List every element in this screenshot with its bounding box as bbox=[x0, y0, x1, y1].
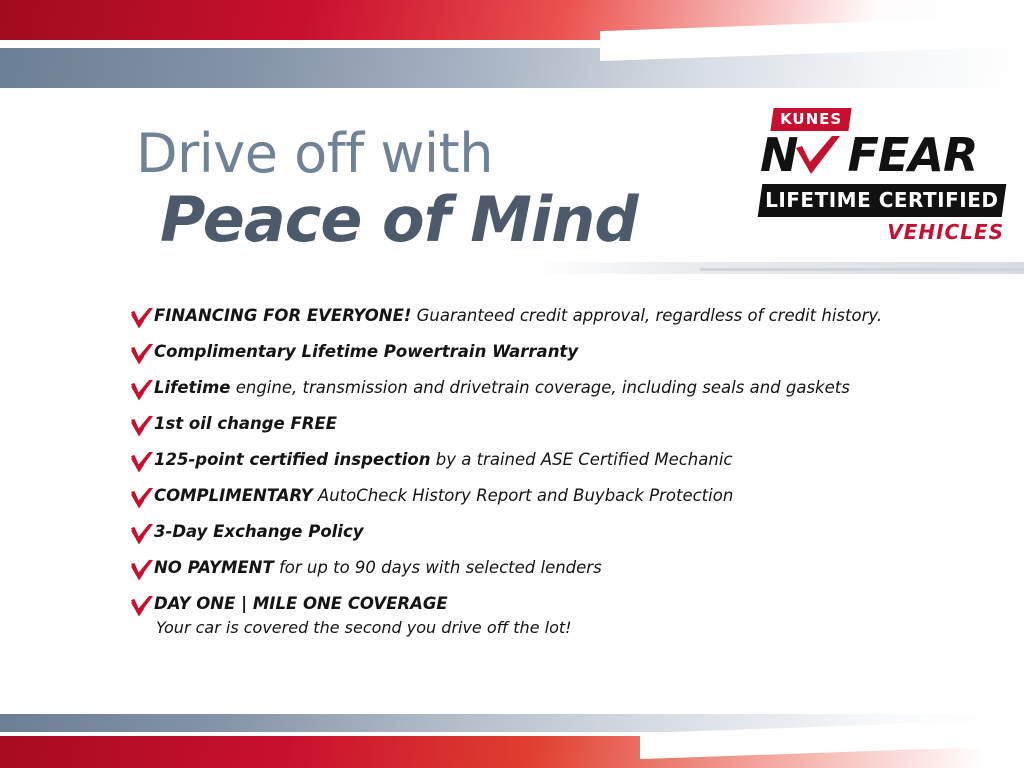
logo-wordmark-post: FEAR bbox=[847, 128, 978, 182]
check-mark-icon bbox=[792, 134, 844, 180]
bottom-banner bbox=[0, 708, 1024, 768]
check-mark-icon bbox=[130, 487, 154, 509]
list-item bbox=[130, 558, 950, 581]
list-item-text bbox=[154, 594, 572, 615]
list-item-bold: 1st oil change FREE bbox=[154, 414, 337, 433]
headline-line-1: Drive off with bbox=[136, 122, 493, 185]
list-item-text bbox=[154, 522, 364, 543]
list-item-text bbox=[154, 378, 850, 399]
list-item-bold: COMPLIMENTARY bbox=[154, 486, 313, 505]
list-item-normal: for up to 90 days with selected lenders bbox=[273, 558, 602, 577]
list-item-text bbox=[154, 486, 733, 507]
list-item-bold: Lifetime bbox=[154, 378, 231, 397]
list-item-subtext: Your car is covered the second you drive off the lot! bbox=[156, 617, 572, 637]
list-item-bold: DAY ONE | MILE ONE COVERAGE bbox=[154, 594, 448, 613]
list-item bbox=[130, 450, 950, 473]
list-item-text bbox=[154, 342, 578, 363]
headline-divider-line bbox=[700, 268, 1024, 271]
list-item bbox=[130, 342, 950, 365]
top-steel-stripe bbox=[0, 48, 1024, 88]
check-mark-icon bbox=[130, 379, 154, 401]
list-item-bold: 125-point certified inspection bbox=[154, 450, 431, 469]
list-item bbox=[130, 414, 950, 437]
list-item bbox=[130, 594, 950, 637]
check-mark-icon bbox=[130, 559, 154, 581]
list-item-normal: by a trained ASE Certified Mechanic bbox=[430, 450, 733, 469]
list-item-text bbox=[154, 450, 732, 471]
logo-brand-text: KUNES bbox=[780, 110, 843, 128]
list-item bbox=[130, 378, 950, 401]
logo-tagline-bar bbox=[758, 184, 1007, 217]
list-item-bold: Complimentary Lifetime Powertrain Warranty bbox=[154, 342, 579, 361]
list-item bbox=[130, 306, 950, 329]
check-mark-icon bbox=[130, 523, 154, 545]
list-item-normal: AutoCheck History Report and Buyback Protection bbox=[312, 486, 734, 505]
list-item-normal: engine, transmission and drivetrain coverage, including seals and gaskets bbox=[230, 378, 850, 397]
list-item-normal: Guaranteed credit approval, regardless of credit history. bbox=[411, 306, 883, 325]
check-mark-icon bbox=[130, 307, 154, 329]
check-mark-icon bbox=[130, 343, 154, 365]
logo-tagline-text: LIFETIME CERTIFIED bbox=[765, 188, 999, 212]
list-item-bold: NO PAYMENT bbox=[154, 558, 274, 577]
headline-block bbox=[136, 122, 756, 256]
kunes-no-fear-logo bbox=[760, 108, 1006, 248]
check-mark-icon bbox=[130, 451, 154, 473]
list-item bbox=[130, 522, 950, 545]
benefits-list bbox=[130, 306, 950, 650]
check-mark-icon bbox=[130, 595, 154, 617]
list-item bbox=[130, 486, 950, 509]
list-item-text bbox=[154, 558, 602, 579]
top-banner bbox=[0, 0, 1024, 88]
list-item-bold: 3-Day Exchange Policy bbox=[154, 522, 364, 541]
logo-wordmark-pre: N bbox=[760, 128, 798, 182]
list-item-bold: FINANCING FOR EVERYONE! bbox=[154, 306, 412, 325]
check-mark-icon bbox=[130, 415, 154, 437]
logo-suffix-text: VEHICLES bbox=[887, 220, 1004, 244]
list-item-text bbox=[154, 306, 882, 327]
headline-line-2: Peace of Mind bbox=[160, 182, 638, 256]
list-item-text bbox=[154, 414, 337, 435]
